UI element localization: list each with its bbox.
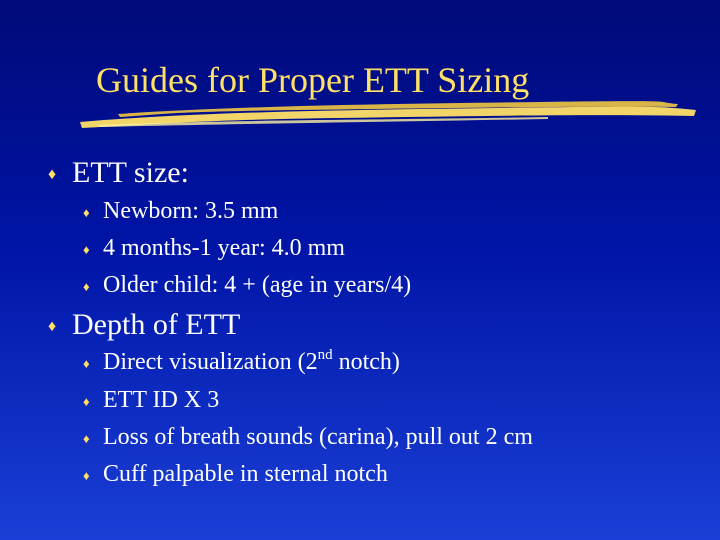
list-item-text: Cuff palpable in sternal notch <box>103 461 388 487</box>
list-item-text: ETT ID X 3 <box>103 387 220 413</box>
list-item-text: 4 months-1 year: 4.0 mm <box>103 235 345 261</box>
diamond-bullet-icon: ♦ <box>83 356 90 371</box>
diamond-bullet-icon: ♦ <box>48 318 57 335</box>
list-item-text-part: notch) <box>332 349 400 375</box>
section-heading-depth-of-ett <box>48 308 241 341</box>
list-item-text-part: Direct visualization (2 <box>103 349 318 375</box>
list-item-text: Loss of breath sounds (carina), pull out 2 cm <box>103 424 533 450</box>
diamond-bullet-icon: ♦ <box>48 166 57 183</box>
section-heading-ett-size <box>48 156 189 189</box>
superscript-ordinal: nd <box>317 347 333 363</box>
diamond-bullet-icon: ♦ <box>83 394 90 409</box>
list-item <box>83 198 279 224</box>
diamond-bullet-icon: ♦ <box>83 279 90 294</box>
list-item <box>83 347 400 375</box>
diamond-bullet-icon: ♦ <box>83 242 90 257</box>
list-item <box>83 387 220 413</box>
list-item <box>83 424 533 450</box>
diamond-bullet-icon: ♦ <box>83 431 90 446</box>
list-item-text: Newborn: 3.5 mm <box>103 198 279 224</box>
list-item-text: Older child: 4 + (age in years/4) <box>103 272 412 298</box>
list-item <box>83 235 345 261</box>
title-underline-brushstroke <box>78 98 698 130</box>
list-item <box>83 461 388 487</box>
diamond-bullet-icon: ♦ <box>83 205 90 220</box>
section-heading-text: Depth of ETT <box>72 308 241 341</box>
section-heading-text: ETT size: <box>72 156 189 189</box>
diamond-bullet-icon: ♦ <box>83 468 90 483</box>
slide-title: Guides for Proper ETT Sizing <box>96 60 530 100</box>
list-item <box>83 272 412 298</box>
